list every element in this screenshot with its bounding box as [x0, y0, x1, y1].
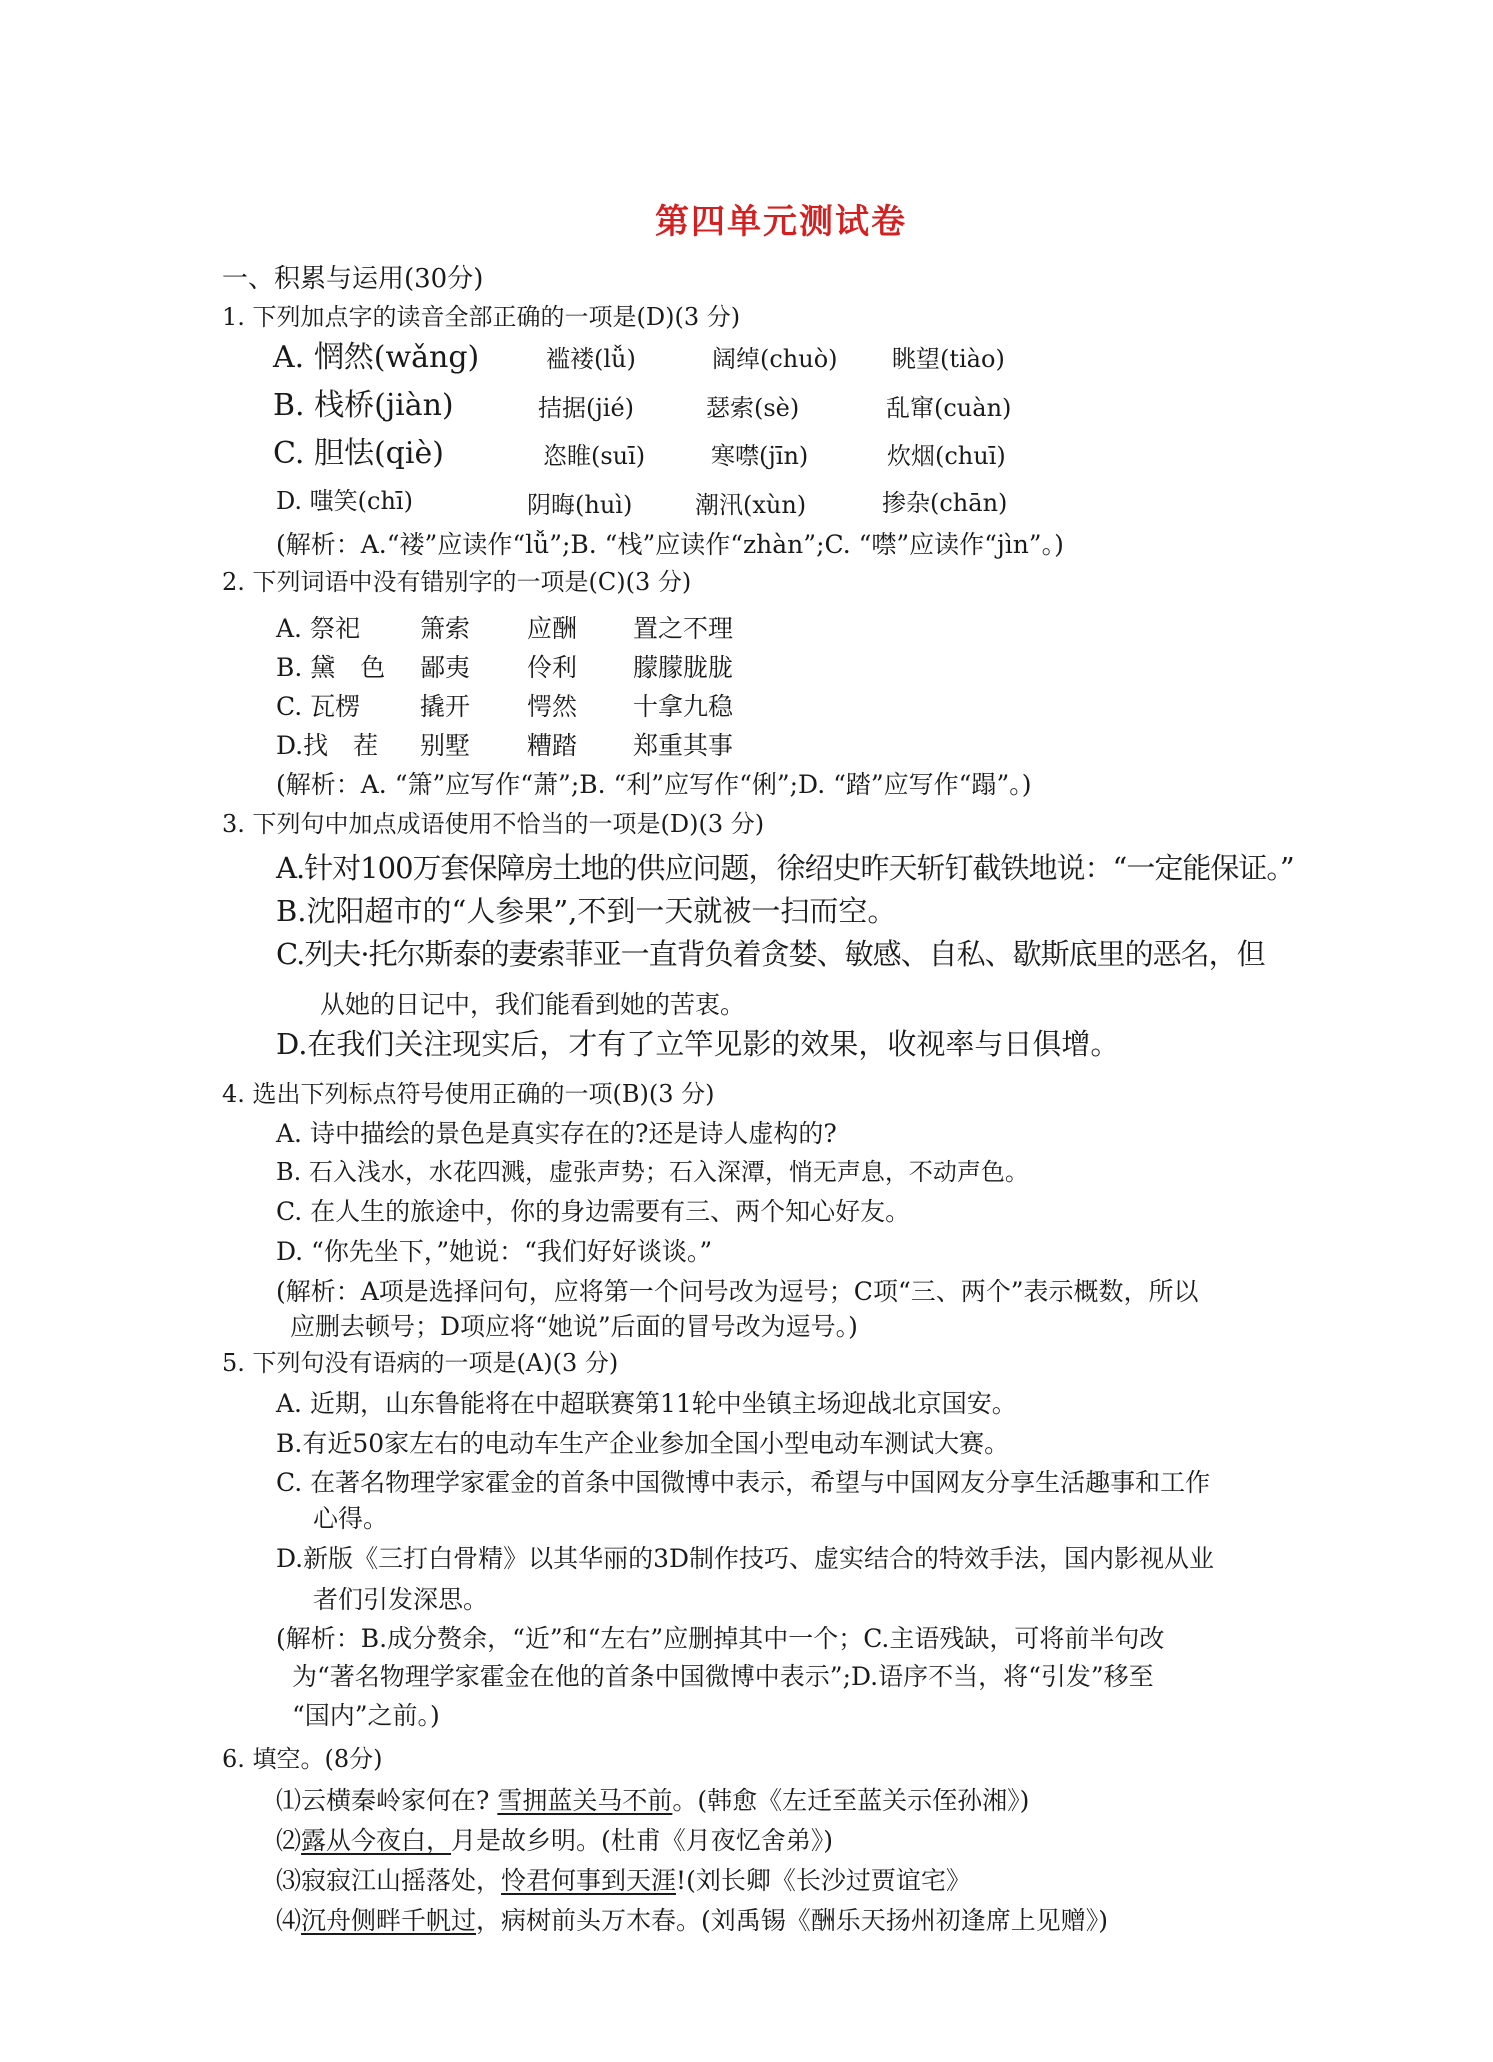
q6-line-4-answer: 沉舟侧畔千帆过	[301, 1906, 477, 1935]
section-heading: 一、积累与运用(30分)	[222, 264, 484, 294]
q6-line-3-source: !(刘长卿《长沙过贾谊宅》	[676, 1866, 971, 1895]
q2-option-a-word: 置之不理	[633, 614, 734, 643]
q4-option-d: D. “你先坐下，”她说：“我们好好谈谈。”	[276, 1237, 713, 1266]
q4-analysis: (解析：A项是选择问句，应将第一个问号改为逗号；C项“三、两个”表示概数，所以	[276, 1277, 1199, 1306]
q4-option-c: C. 在人生的旅途中，你的身边需要有三、两个知心好友。	[276, 1197, 911, 1226]
q2-option-c-word: 撬开	[420, 692, 471, 721]
q4-option-b: B. 石入浅水，水花四溅，虚张声势；石入深潭，悄无声息，不动声色。	[276, 1158, 1029, 1186]
question-3-stem: 3. 下列句中加点成语使用不恰当的一项是(D)(3 分)	[222, 810, 765, 838]
question-5-stem: 5. 下列句没有语病的一项是(A)(3 分)	[222, 1349, 619, 1377]
question-2-stem: 2. 下列词语中没有错别字的一项是(C)(3 分)	[222, 568, 692, 596]
q5-option-c-cont: 心得。	[313, 1504, 389, 1533]
q2-option-c-word: 十拿九稳	[633, 692, 734, 721]
q2-option-d-word: 郑重其事	[633, 731, 734, 760]
q2-option-d-word: 糟踏	[527, 731, 578, 760]
q1-option-a-word: 褴褛(lǚ)	[546, 345, 636, 373]
question-6-stem: 6. 填空。(8分)	[222, 1745, 383, 1773]
q1-option-a-word: 阔绰(chuò)	[712, 345, 838, 373]
q6-line-4-source: ，病树前头万木春。(刘禹锡《酬乐天扬州初逢席上见赠》)	[476, 1906, 1109, 1935]
q6-line-1-answer: 雪拥蓝关马不前	[497, 1786, 673, 1815]
q6-line-2-text: ⑵	[276, 1826, 302, 1855]
q1-option-c-word: 寒噤(jīn)	[711, 442, 809, 470]
q6-line-2	[276, 1828, 833, 1853]
question-1-stem: 1. 下列加点字的读音全部正确的一项是(D)(3 分)	[222, 303, 741, 331]
q5-analysis-cont: 为“著名物理学家霍金在他的首条中国微博中表示”;D.语序不当，将“引发”移至	[292, 1662, 1154, 1691]
q1-option-d-word: 潮汛(xùn)	[695, 491, 807, 519]
q5-option-c: C. 在著名物理学家霍金的首条中国微博中表示，希望与中国网友分享生活趣事和工作	[276, 1468, 1211, 1497]
q1-option-d-word: 阴晦(huì)	[527, 491, 633, 519]
q3-option-c-cont: 从她的日记中，我们能看到她的苦衷。	[320, 990, 746, 1019]
q2-option-b-word: 朦朦胧胧	[633, 653, 734, 682]
page-title: 第四单元测试卷	[655, 202, 907, 242]
q4-option-a: A. 诗中描绘的景色是真实存在的?还是诗人虚构的?	[276, 1119, 837, 1148]
q2-option-a-word: 箫索	[420, 614, 471, 643]
q5-option-b: B.有近50家左右的电动车生产企业参加全国小型电动车测试大赛。	[276, 1429, 1010, 1458]
q1-option-d-word: 掺杂(chān)	[882, 489, 1008, 517]
q6-line-3-answer: 怜君何事到天涯	[501, 1866, 677, 1895]
q1-option-a-word: 眺望(tiào)	[892, 345, 1005, 373]
q4-analysis-cont: 应删去顿号；D项应将“她说”后面的冒号改为逗号。)	[290, 1312, 858, 1341]
q1-option-c: C. 胆怯(qiè)	[273, 436, 444, 471]
q5-option-d-cont: 者们引发深思。	[313, 1585, 489, 1614]
q6-line-4-text: ⑷	[276, 1906, 302, 1935]
q3-option-d: D.在我们关注现实后，才有了立竿见影的效果，收视率与日俱增。	[276, 1027, 1120, 1061]
q3-option-c: C.列夫·托尔斯泰的妻索菲亚一直背负着贪婪、敏感、自私、歇斯底里的恶名，但	[276, 937, 1265, 971]
q1-option-b: B. 栈桥(jiàn)	[273, 388, 454, 423]
q2-option-c: C. 瓦楞	[276, 692, 361, 721]
q2-option-b-word: 伶利	[527, 653, 578, 682]
q1-option-a: A. 惘然(wǎng)	[273, 340, 480, 375]
q1-option-c-word: 炊烟(chuī)	[887, 442, 1006, 470]
q2-option-d: D.找 茬	[276, 731, 379, 760]
q2-option-d-word: 别墅	[420, 731, 471, 760]
q6-line-2-source: 月是故乡明。(杜甫《月夜忆舍弟》)	[451, 1826, 834, 1855]
q1-option-b-word: 乱窜(cuàn)	[886, 394, 1012, 422]
question-4-stem: 4. 选出下列标点符号使用正确的一项(B)(3 分)	[222, 1080, 715, 1108]
q1-option-c-word: 恣睢(suī)	[543, 442, 646, 470]
q2-option-a-word: 应酬	[527, 614, 578, 643]
q1-analysis: (解析：A.“褛”应读作“lǚ”;B. “栈”应读作“zhàn”;C. “噤”应读作“jìn”。)	[276, 530, 1064, 559]
q6-line-1	[276, 1788, 1029, 1813]
q3-option-b: B.沈阳超市的“人参果”,不到一天就被一扫而空。	[276, 894, 897, 928]
q2-option-b-word: 鄙夷	[420, 653, 471, 682]
q1-option-b-word: 瑟索(sè)	[706, 394, 800, 422]
q6-line-1-text: ⑴云横秦岭家何在?	[276, 1786, 498, 1815]
q2-option-b: B. 黛 色	[276, 653, 386, 682]
q2-option-c-word: 愕然	[527, 692, 578, 721]
q6-line-3	[276, 1868, 971, 1893]
q1-option-b-word: 拮据(jié)	[538, 394, 635, 422]
q1-option-d: D. 嗤笑(chī)	[276, 487, 413, 515]
q6-line-3-text: ⑶寂寂江山摇落处，	[276, 1866, 502, 1895]
q5-option-a: A. 近期，山东鲁能将在中超联赛第11轮中坐镇主场迎战北京国安。	[276, 1389, 1017, 1418]
q5-option-d: D.新版《三打白骨精》以其华丽的3D制作技巧、虚实结合的特效手法，国内影视从业	[276, 1544, 1215, 1573]
q6-line-1-source: 。(韩愈《左迁至蓝关示侄孙湘》)	[672, 1786, 1030, 1815]
q5-analysis-cont: “国内”之前。)	[292, 1701, 440, 1730]
q3-option-a: A.针对100万套保障房土地的供应问题，徐绍史昨天斩钉截铁地说：“一定能保证。”	[276, 851, 1294, 885]
q6-line-4	[276, 1908, 1108, 1933]
q2-analysis: (解析：A. “箫”应写作“萧”;B. “利”应写作“俐”;D. “踏”应写作“蹋”。)	[276, 770, 1032, 799]
q6-line-2-answer: 露从今夜白，	[301, 1826, 452, 1855]
q2-option-a: A. 祭祀	[276, 614, 360, 643]
q5-analysis: (解析：B.成分赘余，“近”和“左右”应删掉其中一个；C.主语残缺，可将前半句改	[276, 1624, 1165, 1653]
